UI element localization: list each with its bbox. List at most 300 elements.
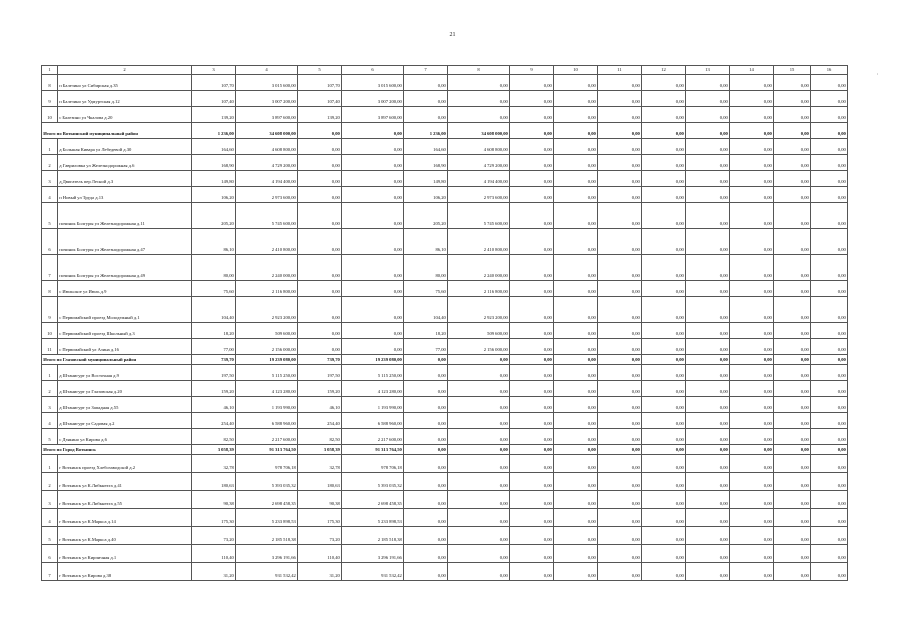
value-cell: 0,00 <box>510 281 554 297</box>
address-cell: п Балезино ул Сибирская д.35 <box>58 75 192 91</box>
subtotal-value: 0,00 <box>598 123 642 139</box>
column-number: 14 <box>730 66 774 75</box>
value-cell: 0,00 <box>642 413 686 429</box>
value-cell: 0,00 <box>554 365 598 381</box>
value-cell: 0,00 <box>730 203 774 229</box>
value-cell: 0,00 <box>642 91 686 107</box>
address-cell: с Июльское ул Июль д.9 <box>58 281 192 297</box>
value-cell: 0,00 <box>686 397 730 413</box>
value-cell: 180,63 <box>298 473 342 491</box>
value-cell: 0,00 <box>774 455 811 473</box>
address-cell: починок Болгуры ул Железнодорожная д.47 <box>58 229 192 255</box>
subtotal-value: 1 236,00 <box>192 123 236 139</box>
value-cell: 0,00 <box>642 491 686 509</box>
value-cell: 0,00 <box>342 139 404 155</box>
value-cell: 0,00 <box>554 107 598 123</box>
value-cell: 0,00 <box>686 413 730 429</box>
value-cell: 73,20 <box>192 527 236 545</box>
value-cell: 5 393 035,32 <box>236 473 298 491</box>
value-cell: 0,00 <box>598 203 642 229</box>
value-cell: 0,00 <box>298 229 342 255</box>
value-cell: 0,00 <box>774 203 811 229</box>
value-cell: 0,00 <box>342 203 404 229</box>
value-cell: 0,00 <box>554 229 598 255</box>
value-cell: 164,60 <box>192 139 236 155</box>
value-cell: 0,00 <box>730 491 774 509</box>
subtotal-value: 0,00 <box>554 123 598 139</box>
address-cell: д Большая Кивара ул Лебедевой д.30 <box>58 139 192 155</box>
value-cell: 0,00 <box>811 187 848 203</box>
value-cell: 0,00 <box>686 281 730 297</box>
value-cell: 0,00 <box>730 429 774 445</box>
value-cell: 0,00 <box>448 75 510 91</box>
value-cell: 0,00 <box>642 297 686 323</box>
value-cell: 2 698 458,35 <box>342 491 404 509</box>
value-cell: 0,00 <box>774 75 811 91</box>
value-cell: 0,00 <box>730 323 774 339</box>
value-cell: 0,00 <box>642 397 686 413</box>
value-cell: 0,00 <box>811 171 848 187</box>
value-cell: 0,00 <box>448 527 510 545</box>
value-cell: 2 923 200,00 <box>236 297 298 323</box>
row-number: 1 <box>42 365 58 381</box>
value-cell: 0,00 <box>642 203 686 229</box>
value-cell: 0,00 <box>642 187 686 203</box>
column-number: 5 <box>298 66 342 75</box>
value-cell: 0,00 <box>598 155 642 171</box>
value-cell: 0,00 <box>811 413 848 429</box>
value-cell: 0,00 <box>510 563 554 581</box>
value-cell: 0,00 <box>686 203 730 229</box>
value-cell: 0,00 <box>774 155 811 171</box>
value-cell: 2 410 800,00 <box>448 229 510 255</box>
value-cell: 0,00 <box>774 91 811 107</box>
value-cell: 18,20 <box>404 323 448 339</box>
value-cell: 0,00 <box>686 491 730 509</box>
value-cell: 4 608 800,00 <box>448 139 510 155</box>
value-cell: 4 194 400,00 <box>236 171 298 187</box>
value-cell: 107,40 <box>192 91 236 107</box>
subtotal-value: 0,00 <box>510 355 554 365</box>
value-cell: 0,00 <box>642 473 686 491</box>
value-cell: 0,00 <box>686 545 730 563</box>
value-cell: 0,00 <box>642 107 686 123</box>
value-cell: 0,00 <box>510 255 554 281</box>
value-cell: 86,10 <box>192 229 236 255</box>
value-cell: 0,00 <box>774 323 811 339</box>
table-row <box>42 229 848 255</box>
value-cell: 0,00 <box>510 455 554 473</box>
value-cell: 0,00 <box>642 171 686 187</box>
subtotal-row <box>42 355 848 365</box>
value-cell: 90,38 <box>192 491 236 509</box>
value-cell: 0,00 <box>598 545 642 563</box>
value-cell: 0,00 <box>642 139 686 155</box>
value-cell: 0,00 <box>298 187 342 203</box>
table-row <box>42 491 848 509</box>
value-cell: 0,00 <box>686 171 730 187</box>
value-cell: 0,00 <box>554 473 598 491</box>
subtotal-value: 0,00 <box>448 445 510 455</box>
value-cell: 0,00 <box>811 397 848 413</box>
value-cell: 0,00 <box>686 473 730 491</box>
value-cell: 0,00 <box>774 491 811 509</box>
row-number: 4 <box>42 187 58 203</box>
subtotal-value: 0,00 <box>642 355 686 365</box>
value-cell: 159,20 <box>192 381 236 397</box>
value-cell: 0,00 <box>510 365 554 381</box>
value-cell: 0,00 <box>448 107 510 123</box>
table-row <box>42 139 848 155</box>
value-cell: 0,00 <box>642 323 686 339</box>
value-cell: 0,00 <box>510 297 554 323</box>
value-cell: 0,00 <box>342 171 404 187</box>
subtotal-value: 0,00 <box>642 445 686 455</box>
value-cell: 197,50 <box>298 365 342 381</box>
value-cell: 80,00 <box>192 255 236 281</box>
table-row <box>42 473 848 491</box>
subtotal-value: 0,00 <box>642 123 686 139</box>
subtotal-value: 0,00 <box>686 445 730 455</box>
value-cell: 0,00 <box>811 527 848 545</box>
subtotal-value: 0,00 <box>598 355 642 365</box>
value-cell: 0,00 <box>774 527 811 545</box>
table-row <box>42 563 848 581</box>
value-cell: 2 185 518,38 <box>236 527 298 545</box>
value-cell: 0,00 <box>510 187 554 203</box>
value-cell: 0,00 <box>404 91 448 107</box>
value-cell: 0,00 <box>730 139 774 155</box>
table-row <box>42 429 848 445</box>
value-cell: 0,00 <box>554 323 598 339</box>
value-cell: 0,00 <box>404 397 448 413</box>
value-cell: 0,00 <box>598 563 642 581</box>
value-cell: 0,00 <box>510 139 554 155</box>
value-cell: 0,00 <box>554 281 598 297</box>
value-cell: 0,00 <box>730 297 774 323</box>
value-cell: 2 116 800,00 <box>448 281 510 297</box>
table-row <box>42 413 848 429</box>
value-cell: 149,80 <box>404 171 448 187</box>
subtotal-value: 0,00 <box>298 123 342 139</box>
value-cell: 104,40 <box>192 297 236 323</box>
value-cell: 0,00 <box>448 397 510 413</box>
value-cell: 0,00 <box>811 473 848 491</box>
value-cell: 139,20 <box>298 107 342 123</box>
value-cell: 0,00 <box>811 365 848 381</box>
value-cell: 0,00 <box>598 171 642 187</box>
value-cell: 254,40 <box>192 413 236 429</box>
row-number: 2 <box>42 473 58 491</box>
subtotal-label: Итого по Глазовский муниципальный район <box>42 355 192 365</box>
value-cell: 5 745 600,00 <box>236 203 298 229</box>
value-cell: 0,00 <box>642 281 686 297</box>
value-cell: 2 185 518,38 <box>342 527 404 545</box>
value-cell: 0,00 <box>730 255 774 281</box>
value-cell: 3 296 191,66 <box>236 545 298 563</box>
value-cell: 0,00 <box>598 323 642 339</box>
column-number: 16 <box>811 66 848 75</box>
value-cell: 2 156 000,00 <box>448 339 510 355</box>
value-cell: 0,00 <box>774 229 811 255</box>
value-cell: 0,00 <box>554 413 598 429</box>
value-cell: 3 296 191,66 <box>342 545 404 563</box>
address-cell: г Воткинск проезд Хлебозаводской д.2 <box>58 455 192 473</box>
address-cell: г Воткинск ул К.Либкнехта д.55 <box>58 491 192 509</box>
value-cell: 2 410 800,00 <box>236 229 298 255</box>
value-cell: 0,00 <box>598 473 642 491</box>
value-cell: 0,00 <box>811 139 848 155</box>
value-cell: 175,30 <box>192 509 236 527</box>
value-cell: 2 698 458,35 <box>236 491 298 509</box>
value-cell: 0,00 <box>448 413 510 429</box>
address-cell: д Двигатель пер Лесной д.3 <box>58 171 192 187</box>
value-cell: 0,00 <box>598 107 642 123</box>
value-cell: 0,00 <box>404 429 448 445</box>
value-cell: 31,20 <box>192 563 236 581</box>
value-cell: 1 193 990,00 <box>236 397 298 413</box>
subtotal-value: 0,00 <box>448 355 510 365</box>
value-cell: 0,00 <box>686 323 730 339</box>
value-cell: 149,80 <box>192 171 236 187</box>
value-cell: 0,00 <box>404 473 448 491</box>
value-cell: 80,00 <box>404 255 448 281</box>
table-row <box>42 203 848 229</box>
value-cell: 0,00 <box>404 381 448 397</box>
value-cell: 0,00 <box>342 187 404 203</box>
value-cell: 0,00 <box>774 545 811 563</box>
address-cell: г Воткинск ул Кирова д.38 <box>58 563 192 581</box>
column-number: 9 <box>510 66 554 75</box>
value-cell: 0,00 <box>448 365 510 381</box>
row-number: 2 <box>42 155 58 171</box>
value-cell: 2 156 000,00 <box>236 339 298 355</box>
value-cell: 0,00 <box>730 187 774 203</box>
column-number: 6 <box>342 66 404 75</box>
value-cell: 0,00 <box>774 381 811 397</box>
subtotal-value: 0,00 <box>598 445 642 455</box>
page-number: 21 <box>449 32 456 38</box>
value-cell: 82,50 <box>192 429 236 445</box>
subtotal-value: 91 313 764,50 <box>342 445 404 455</box>
value-cell: 0,00 <box>554 171 598 187</box>
value-cell: 0,00 <box>642 455 686 473</box>
value-cell: 0,00 <box>730 75 774 91</box>
row-number: 3 <box>42 171 58 187</box>
value-cell: 0,00 <box>598 75 642 91</box>
value-cell: 2 240 000,00 <box>236 255 298 281</box>
subtotal-value: 1 236,00 <box>404 123 448 139</box>
value-cell: 0,00 <box>510 429 554 445</box>
value-cell: 0,00 <box>298 255 342 281</box>
value-cell: 73,20 <box>298 527 342 545</box>
value-cell: 3 897 600,00 <box>342 107 404 123</box>
value-cell: 931 532,42 <box>342 563 404 581</box>
value-cell: 0,00 <box>448 455 510 473</box>
value-cell: 0,00 <box>642 429 686 445</box>
value-cell: 0,00 <box>774 297 811 323</box>
row-number: 4 <box>42 413 58 429</box>
value-cell: 0,00 <box>510 509 554 527</box>
value-cell: 0,00 <box>774 339 811 355</box>
value-cell: 0,00 <box>510 203 554 229</box>
column-number: 4 <box>236 66 298 75</box>
value-cell: 0,00 <box>598 527 642 545</box>
row-number: 6 <box>42 545 58 563</box>
value-cell: 0,00 <box>686 381 730 397</box>
value-cell: 0,00 <box>554 155 598 171</box>
value-cell: 0,00 <box>774 365 811 381</box>
value-cell: 0,00 <box>598 365 642 381</box>
address-cell: с Дзякино ул Кирова д.6 <box>58 429 192 445</box>
value-cell: 0,00 <box>811 429 848 445</box>
address-cell: п Балезино ул Удмуртская д.12 <box>58 91 192 107</box>
value-cell: 0,00 <box>642 339 686 355</box>
value-cell: 0,00 <box>686 187 730 203</box>
value-cell: 0,00 <box>598 429 642 445</box>
value-cell: 0,00 <box>811 509 848 527</box>
subtotal-value: 0,00 <box>554 355 598 365</box>
value-cell: 0,00 <box>404 491 448 509</box>
value-cell: 4 729 200,00 <box>448 155 510 171</box>
value-cell: 3 015 600,00 <box>342 75 404 91</box>
value-cell: 5 745 600,00 <box>448 203 510 229</box>
value-cell: 0,00 <box>342 281 404 297</box>
value-cell: 0,00 <box>811 297 848 323</box>
value-cell: 0,00 <box>448 545 510 563</box>
value-cell: 0,00 <box>811 381 848 397</box>
subtotal-value: 0,00 <box>730 123 774 139</box>
value-cell: 509 600,00 <box>236 323 298 339</box>
subtotal-value: 0,00 <box>686 123 730 139</box>
row-number: 6 <box>42 229 58 255</box>
row-number: 5 <box>42 203 58 229</box>
value-cell: 0,00 <box>730 473 774 491</box>
value-cell: 0,00 <box>298 297 342 323</box>
value-cell: 3 007 200,00 <box>342 91 404 107</box>
value-cell: 0,00 <box>554 397 598 413</box>
value-cell: 5 233 898,53 <box>236 509 298 527</box>
table-row <box>42 75 848 91</box>
value-cell: 0,00 <box>686 107 730 123</box>
value-cell: 0,00 <box>598 455 642 473</box>
value-cell: 0,00 <box>811 255 848 281</box>
subtotal-value: 0,00 <box>774 445 811 455</box>
value-cell: 5 115 250,00 <box>342 365 404 381</box>
value-cell: 4 608 800,00 <box>236 139 298 155</box>
value-cell: 0,00 <box>774 563 811 581</box>
subtotal-label: Итого по Воткинский муниципальный район <box>42 123 192 139</box>
value-cell: 106,20 <box>192 187 236 203</box>
subtotal-value: 91 313 764,50 <box>236 445 298 455</box>
value-cell: 5 393 035,32 <box>342 473 404 491</box>
table-row <box>42 187 848 203</box>
subtotal-value: 0,00 <box>811 123 848 139</box>
value-cell: 931 532,42 <box>236 563 298 581</box>
column-number: 12 <box>642 66 686 75</box>
row-number: 4 <box>42 509 58 527</box>
value-cell: 1 193 990,00 <box>342 397 404 413</box>
value-cell: 0,00 <box>730 91 774 107</box>
value-cell: 0,00 <box>510 229 554 255</box>
value-cell: 4 729 200,00 <box>236 155 298 171</box>
value-cell: 0,00 <box>510 91 554 107</box>
value-cell: 0,00 <box>554 203 598 229</box>
address-cell: с Балезино ул Чкалова д.20 <box>58 107 192 123</box>
value-cell: 0,00 <box>404 455 448 473</box>
value-cell: 159,20 <box>298 381 342 397</box>
value-cell: 0,00 <box>686 229 730 255</box>
subtotal-value: 0,00 <box>404 355 448 365</box>
address-cell: починок Болгуры ул Железнодорожная д.11 <box>58 203 192 229</box>
value-cell: 0,00 <box>642 509 686 527</box>
value-cell: 0,00 <box>730 527 774 545</box>
value-cell: 2 973 600,00 <box>448 187 510 203</box>
value-cell: 2 217 600,00 <box>236 429 298 445</box>
value-cell: 0,00 <box>730 397 774 413</box>
value-cell: 4 123 280,00 <box>236 381 298 397</box>
value-cell: 978 706,18 <box>236 455 298 473</box>
table-row <box>42 323 848 339</box>
subtotal-value: 34 608 000,00 <box>236 123 298 139</box>
value-cell: 0,00 <box>686 365 730 381</box>
value-cell: 0,00 <box>774 509 811 527</box>
value-cell: 0,00 <box>811 491 848 509</box>
value-cell: 0,00 <box>404 545 448 563</box>
table-row <box>42 91 848 107</box>
value-cell: 31,20 <box>298 563 342 581</box>
value-cell: 0,00 <box>510 545 554 563</box>
value-cell: 77,00 <box>404 339 448 355</box>
column-number: 13 <box>686 66 730 75</box>
table-row <box>42 381 848 397</box>
value-cell: 0,00 <box>298 281 342 297</box>
value-cell: 0,00 <box>448 563 510 581</box>
value-cell: 0,00 <box>510 413 554 429</box>
value-cell: 18,20 <box>192 323 236 339</box>
row-number: 3 <box>42 491 58 509</box>
value-cell: 0,00 <box>510 473 554 491</box>
value-cell: 0,00 <box>404 107 448 123</box>
value-cell: 0,00 <box>730 171 774 187</box>
subtotal-value: 739,70 <box>298 355 342 365</box>
value-cell: 0,00 <box>554 429 598 445</box>
column-number-row <box>42 66 848 75</box>
value-cell: 0,00 <box>598 397 642 413</box>
value-cell: 0,00 <box>686 429 730 445</box>
value-cell: 0,00 <box>598 381 642 397</box>
value-cell: 77,00 <box>192 339 236 355</box>
table-row <box>42 509 848 527</box>
value-cell: 110,40 <box>192 545 236 563</box>
value-cell: 0,00 <box>404 527 448 545</box>
value-cell: 0,00 <box>298 203 342 229</box>
subtotal-value: 0,00 <box>811 355 848 365</box>
value-cell: 104,40 <box>404 297 448 323</box>
value-cell: 0,00 <box>598 255 642 281</box>
subtotal-value: 0,00 <box>686 355 730 365</box>
column-number: 1 <box>42 66 58 75</box>
subtotal-value: 0,00 <box>510 445 554 455</box>
table-row <box>42 171 848 187</box>
value-cell: 0,00 <box>554 339 598 355</box>
value-cell: 0,00 <box>686 155 730 171</box>
value-cell: 90,38 <box>298 491 342 509</box>
row-number: 1 <box>42 139 58 155</box>
value-cell: 107,70 <box>192 75 236 91</box>
value-cell: 509 600,00 <box>448 323 510 339</box>
value-cell: 0,00 <box>298 155 342 171</box>
